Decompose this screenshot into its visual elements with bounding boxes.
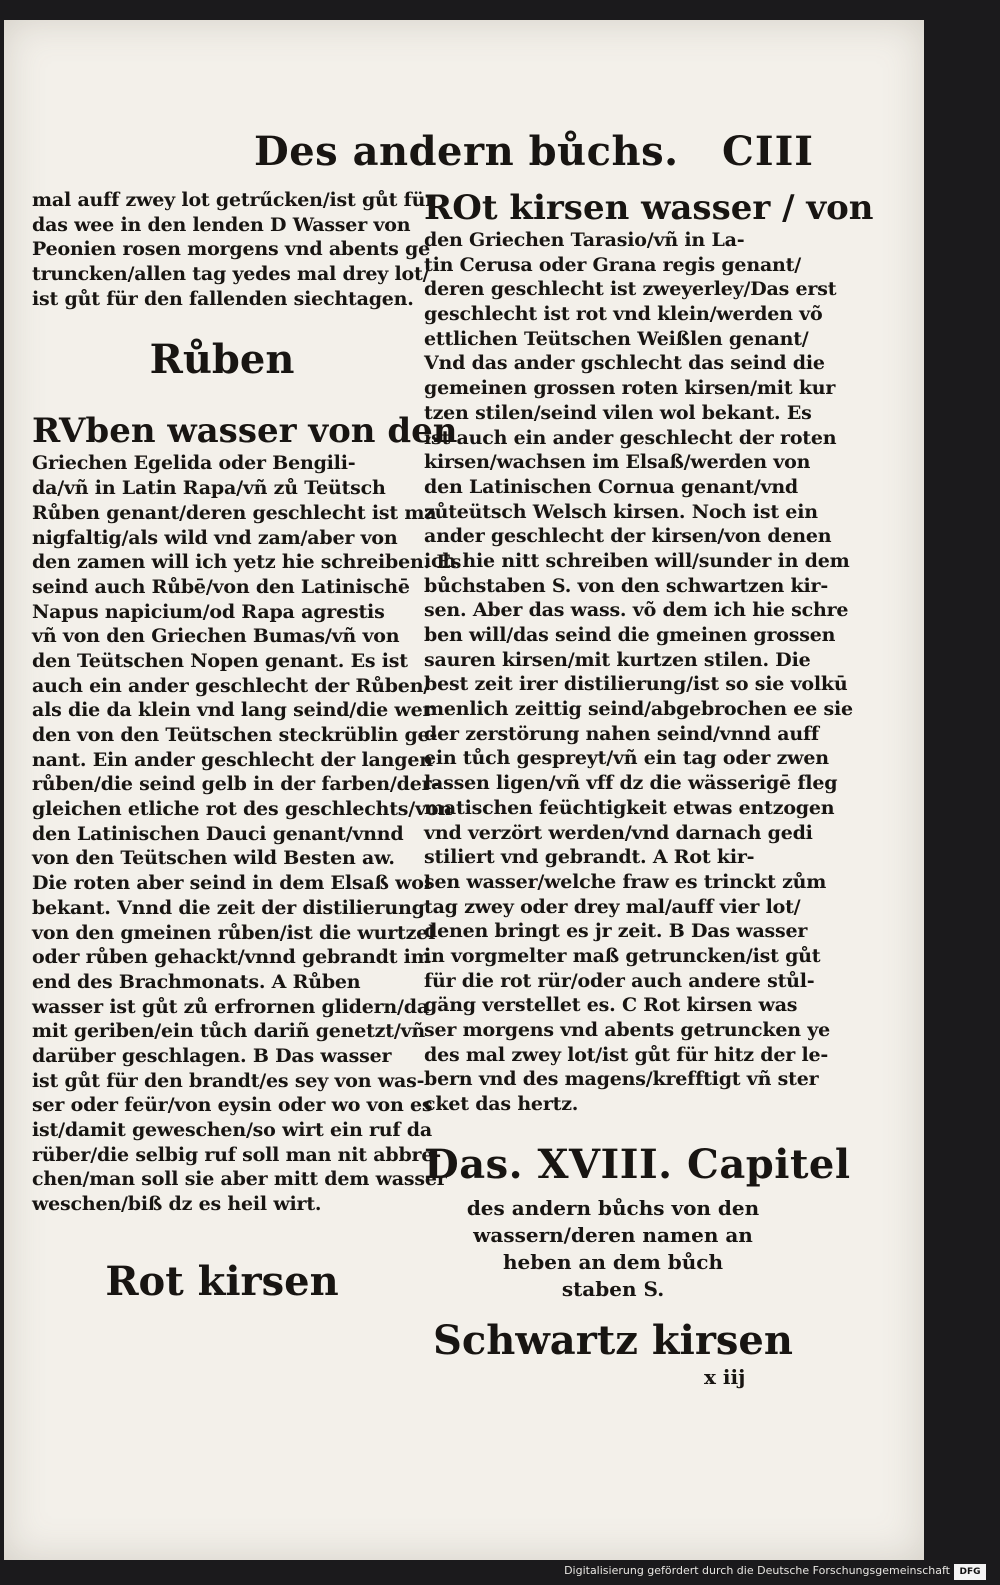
initial-line-ruben: RVben wasser von den [32,411,458,452]
text-line: gemeinen grossen roten kirsen/mit kur [424,377,836,400]
text-line: tag zwey oder drey mal/auff vier lot/ [424,895,801,918]
text-line: den Griechen Tarasio/vñ in La- [424,229,745,251]
text-line: ist/damit geweschen/so wirt ein ruf da [32,1119,432,1141]
text-line: růben/die seind gelb in der farben/der- [32,773,440,796]
footer-bar [0,1561,1000,1585]
text-line: bern vnd des magens/krefftigt vñ ster [424,1068,819,1091]
text-line: vñ von den Griechen Bumas/vñ von [32,625,400,648]
text-line: ist auch ein ander geschlecht der roten [424,426,837,449]
text-line: tin Cerusa oder Grana regis genant/ [424,253,801,276]
section-heading-ruben: Růben [149,336,295,384]
text-line: ich hie nitt schreiben will/sunder in dem [424,549,850,572]
text-line: der zerstörung nahen seind/vnnd auff [424,722,819,745]
rot-kirsen-paragraph [424,228,853,1117]
text-line: truncken/allen tag yedes mal drey lot/ [32,263,430,286]
text-line: ben will/das seind die gmeinen grossen [424,624,836,646]
text-line: ist gůt für den fallenden siechtagen. [32,287,414,310]
subtitle-line: heben an dem bůch [502,1249,724,1274]
text-line: cket das hertz. [424,1093,579,1116]
left-column [32,188,462,1327]
running-head [254,128,814,178]
text-line: wasser ist gůt zů erfrornen glidern/da [32,995,429,1018]
initial-line-rot-kirsen: ROt kirsen wasser / von [424,188,874,228]
text-line: darüber geschlagen. B Das wasser [32,1044,392,1067]
text-line: ettlichen Teütschen Weißlen genant/ [424,327,809,350]
subtitle-line: des andern bůchs von den [466,1195,760,1220]
text-line: menlich zeittig seind/abgebrochen ee sie [424,698,853,721]
text-line: den von den Teütschen steckrüblin ge- [32,724,438,746]
text-line: tzen stilen/seind vilen wol bekant. Es [424,401,812,424]
text-line: Peonien rosen morgens vnd abents ge [32,238,430,261]
text-line: rüber/die selbig ruf soll man nit abbre- [32,1143,441,1166]
text-line: seind auch Růbē/von den Latinischē [32,575,410,598]
text-line: mal auff zwey lot getrűcken/ist gůt für [32,189,436,211]
text-line: sen wasser/welche fraw es trinckt zům [424,870,827,893]
text-line: Die roten aber seind in dem Elsaß wol [32,872,431,895]
text-line: von den Teütschen wild Besten aw. [32,847,395,870]
text-line: geschlecht ist rot vnd klein/werden võ [424,303,823,326]
text-line: ein tůch gespreyt/vñ ein tag oder zwen [424,747,829,770]
right-column [424,188,874,1367]
text-line: Griechen Egelida oder Bengili- [32,452,356,475]
text-line: für die rot rür/oder auch andere stůl- [424,969,815,992]
text-line: bůchstaben S. von den schwartzen kir- [424,574,829,597]
text-line: sen. Aber das wass. võ dem ich hie schre [424,599,849,622]
text-line: ist gůt für den brandt/es sey von was- [32,1069,425,1092]
text-line: von den gmeinen růben/ist die wurtzel [32,921,436,944]
ruben-paragraph [32,451,462,1216]
text-line: kirsen/wachsen im Elsaß/werden von [424,451,811,474]
text-line: den zamen will ich yetz hie schreiben. Es [32,551,462,574]
text-line: Napus napicium/od Rapa agrestis [32,600,385,623]
footer-credit: Digitalisierung gefördert durch die Deutsche Forschungsgemeinschaft [564,1564,950,1577]
chapter-subtitle [424,1195,802,1303]
text-line: das wee in den lenden D Wasser von [32,213,411,236]
book-page [4,20,924,1560]
running-head-title: Des andern bůchs. [254,128,679,175]
left-top-paragraph [32,188,436,311]
text-line: nigfaltig/als wild vnd zam/aber von [32,526,398,549]
text-line: den Teütschen Nopen genant. Es ist [32,649,408,672]
text-line: gäng verstellet es. C Rot kirsen was [424,994,798,1017]
text-line: stiliert vnd gebrandt. A Rot kir- [424,846,755,869]
section-heading-schwartz-kirsen: Schwartz kirsen [433,1316,793,1364]
subtitle-line: wassern/deren namen an [473,1222,753,1247]
text-line: best zeit irer distilierung/ist so sie volkū [424,673,848,696]
text-line: ander geschlecht der kirsen/von denen [424,525,832,548]
section-heading-rot-kirsen: Rot kirsen [105,1257,339,1305]
dfg-logo: DFG [954,1564,986,1580]
folio-number: CIII [722,128,814,175]
text-line: oder růben gehackt/vnnd gebrandt im [32,946,431,969]
text-line: ser oder feür/von eysin oder wo von es [32,1094,433,1117]
text-line: nant. Ein ander geschlecht der langen [32,748,433,771]
text-line: des mal zwey lot/ist gůt für hitz der le- [424,1043,829,1066]
text-line: end des Brachmonats. A Růben [32,970,361,993]
text-line: zůteütsch Welsch kirsen. Noch ist ein [424,500,818,523]
text-line: Růben genant/deren geschlecht ist ma [32,501,437,524]
subtitle-line: staben S. [561,1276,665,1301]
text-line: in vorgmelter maß getruncken/ist gůt [424,944,821,967]
text-line: als die da klein vnd lang seind/die wer [32,699,433,722]
text-line: weschen/biß dz es heil wirt. [32,1193,322,1216]
text-line: sauren kirsen/mit kurtzen stilen. Die [424,648,811,671]
text-line: Vnd das ander gschlecht das seind die [424,352,825,375]
text-line: chen/man soll sie aber mitt dem wasser [32,1168,447,1191]
text-line: mit geriben/ein tůch dariñ genetzt/vñ [32,1020,426,1043]
text-line: den Latinischen Dauci genant/vnnd [32,822,404,845]
text-line: matischen feüchtigkeit etwas entzogen [424,796,835,819]
text-line: vnd verzört werden/vnd darnach gedi [424,821,813,844]
text-line: deren geschlecht ist zweyerley/Das erst [424,278,837,301]
chapter-title: Das. XVIII. Capitel [424,1140,851,1188]
text-line: bekant. Vnnd die zeit der distilierung [32,896,425,919]
text-line: auch ein ander geschlecht der Růben/ [32,674,431,697]
text-line: den Latinischen Cornua genant/vnd [424,475,799,498]
signature-mark: x iij [704,1365,746,1389]
text-line: da/vñ in Latin Rapa/vñ zů Teütsch [32,477,386,500]
text-line: lassen ligen/vñ vff dz die wässerigē fleg [424,772,838,795]
text-line: denen bringt es jr zeit. B Das wasser [424,920,808,943]
text-line: ser morgens vnd abents getruncken ye [424,1019,831,1041]
text-line: gleichen etliche rot des geschlechts/von [32,798,452,821]
